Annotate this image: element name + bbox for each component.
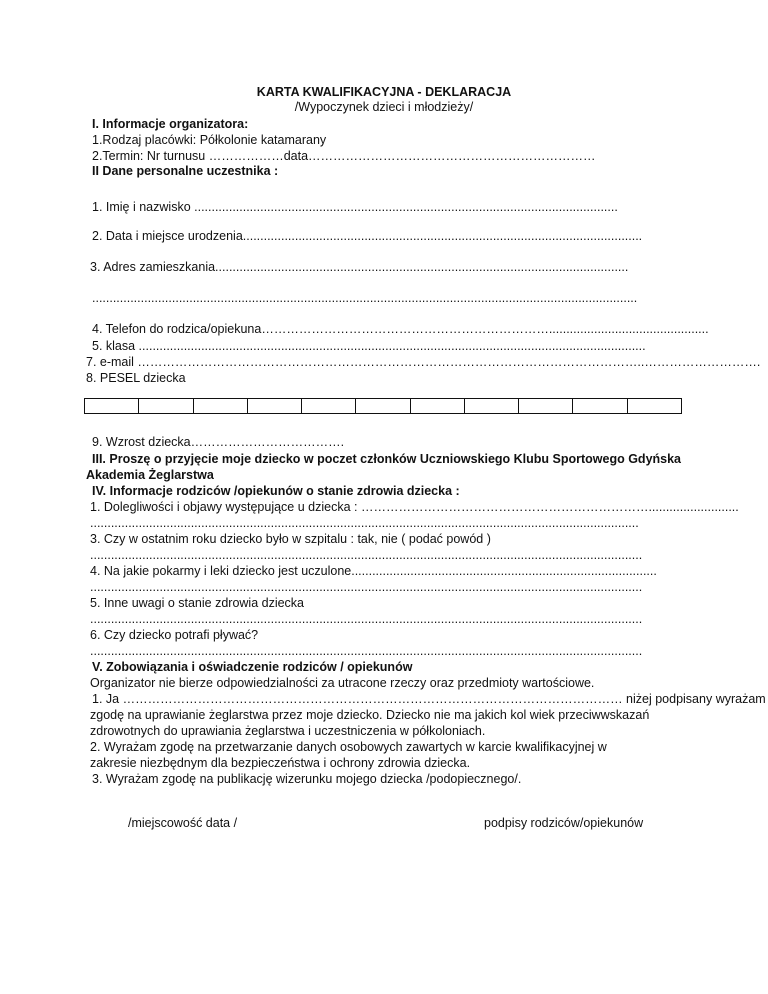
consent-data-processing-line-2: zakresie niezbędnym dla bezpieczeństwa i ochrony zdrowia dziecka. <box>90 756 471 770</box>
parent-phone-field: 4. Telefon do rodzica/opiekuna…………………………………………………………….............................................. <box>92 322 709 336</box>
name-field: 1. Imię i nazwisko .......................................................................................................................... <box>92 200 618 214</box>
allergy-question: 4. Na jakie pokarmy i leki dziecko jest uczulone........................................................................................ <box>90 564 657 578</box>
pesel-digit-cell <box>573 399 627 413</box>
parents-signature-label: podpisy rodziców/opiekunów <box>484 816 644 830</box>
consent-data-processing-line-1: 2. Wyrażam zgodę na przetwarzanie danych osobowych zawartych w karcie kwalifikacyjnej w <box>90 740 607 754</box>
hospital-question: 3. Czy w ostatnim roku dziecko było w szpitalu : tak, nie ( podać powód ) <box>90 532 491 546</box>
class-field: 5. klasa .................................................................................................................................................. <box>92 339 646 353</box>
address-field: 3. Adres zamieszkania....................................................................................................................... <box>90 260 629 274</box>
section-2-heading: II Dane personalne uczestnika : <box>92 164 279 178</box>
consent-image-publication: 3. Wyrażam zgodę na publikację wizerunku mojego dziecka /podopiecznego/. <box>92 772 522 786</box>
address-continuation-line: ............................................................................................................................................................. <box>92 291 638 305</box>
pesel-digit-cell <box>302 399 356 413</box>
pesel-digit-cell <box>628 399 681 413</box>
consent-sailing-line-1: 1. Ja ………………………………………………………………………………………………………… niżej podpisany wyrażam <box>92 692 766 706</box>
hospital-continuation-line: ............................................................................................................................................................... <box>90 548 643 562</box>
pesel-digit-cell <box>465 399 519 413</box>
swimming-question: 6. Czy dziecko potrafi pływać? <box>90 628 259 642</box>
ailments-continuation-line: .............................................................................................................................................................. <box>90 516 639 530</box>
pesel-digit-cell <box>411 399 465 413</box>
section-5-heading: V. Zobowiązania i oświadczenie rodziców / opiekunów <box>92 660 413 674</box>
pesel-digit-cell <box>519 399 573 413</box>
height-field: 9. Wzrost dziecka………………………………. <box>92 435 345 449</box>
section-4-heading: IV. Informacje rodziców /opiekunów o stanie zdrowia dziecka : <box>92 484 460 498</box>
section-1-heading: I. Informacje organizatora: <box>92 117 249 131</box>
pesel-digit-cell <box>85 399 139 413</box>
place-date-signature-label: /miejscowość data / <box>128 816 238 830</box>
email-field: 7. e-mail …………………………………………………………………………………………………………..………………………. <box>86 355 761 369</box>
section-3-line-2: Akademia Żeglarstwa <box>86 468 214 482</box>
birth-field: 2. Data i miejsce urodzenia................................................................................................................... <box>92 229 643 243</box>
facility-type-line: 1.Rodzaj placówki: Półkolonie katamarany <box>92 133 327 147</box>
consent-sailing-line-3: zdrowotnych do uprawiania żeglarstwa i uczestniczenia w półkoloniach. <box>90 724 486 738</box>
document-title: KARTA KWALIFIKACYJNA - DEKLARACJA <box>256 85 512 99</box>
term-line: 2.Termin: Nr turnusu ………………data…………………………………………………………… <box>92 149 596 163</box>
pesel-grid <box>84 398 682 414</box>
pesel-digit-cell <box>248 399 302 413</box>
pesel-digit-cell <box>356 399 410 413</box>
pesel-digit-cell <box>194 399 248 413</box>
ailments-question: 1. Dolegliwości i objawy występujące u dziecka : …………………………………………………………….......................... <box>90 500 739 514</box>
document-subtitle: /Wypoczynek dzieci i młodzieży/ <box>294 100 474 114</box>
pesel-label: 8. PESEL dziecka <box>86 371 186 385</box>
section-3-line-1: III. Proszę o przyjęcie moje dziecko w poczet członków Uczniowskiego Klubu Sportowego Gdyńska <box>92 452 682 466</box>
consent-sailing-line-2: zgodę na uprawianie żeglarstwa przez moje dziecko. Dziecko nie ma jakich kol wiek przeciwwskazań <box>90 708 650 722</box>
pesel-digit-cell <box>139 399 193 413</box>
other-health-notes-continuation-line: ............................................................................................................................................................... <box>90 612 643 626</box>
swimming-continuation-line: ............................................................................................................................................................... <box>90 644 643 658</box>
other-health-notes-question: 5. Inne uwagi o stanie zdrowia dziecka <box>90 596 305 610</box>
allergy-continuation-line: ............................................................................................................................................................... <box>90 580 643 594</box>
liability-statement: Organizator nie bierze odpowiedzialności za utracone rzeczy oraz przedmioty wartościowe. <box>90 676 595 690</box>
